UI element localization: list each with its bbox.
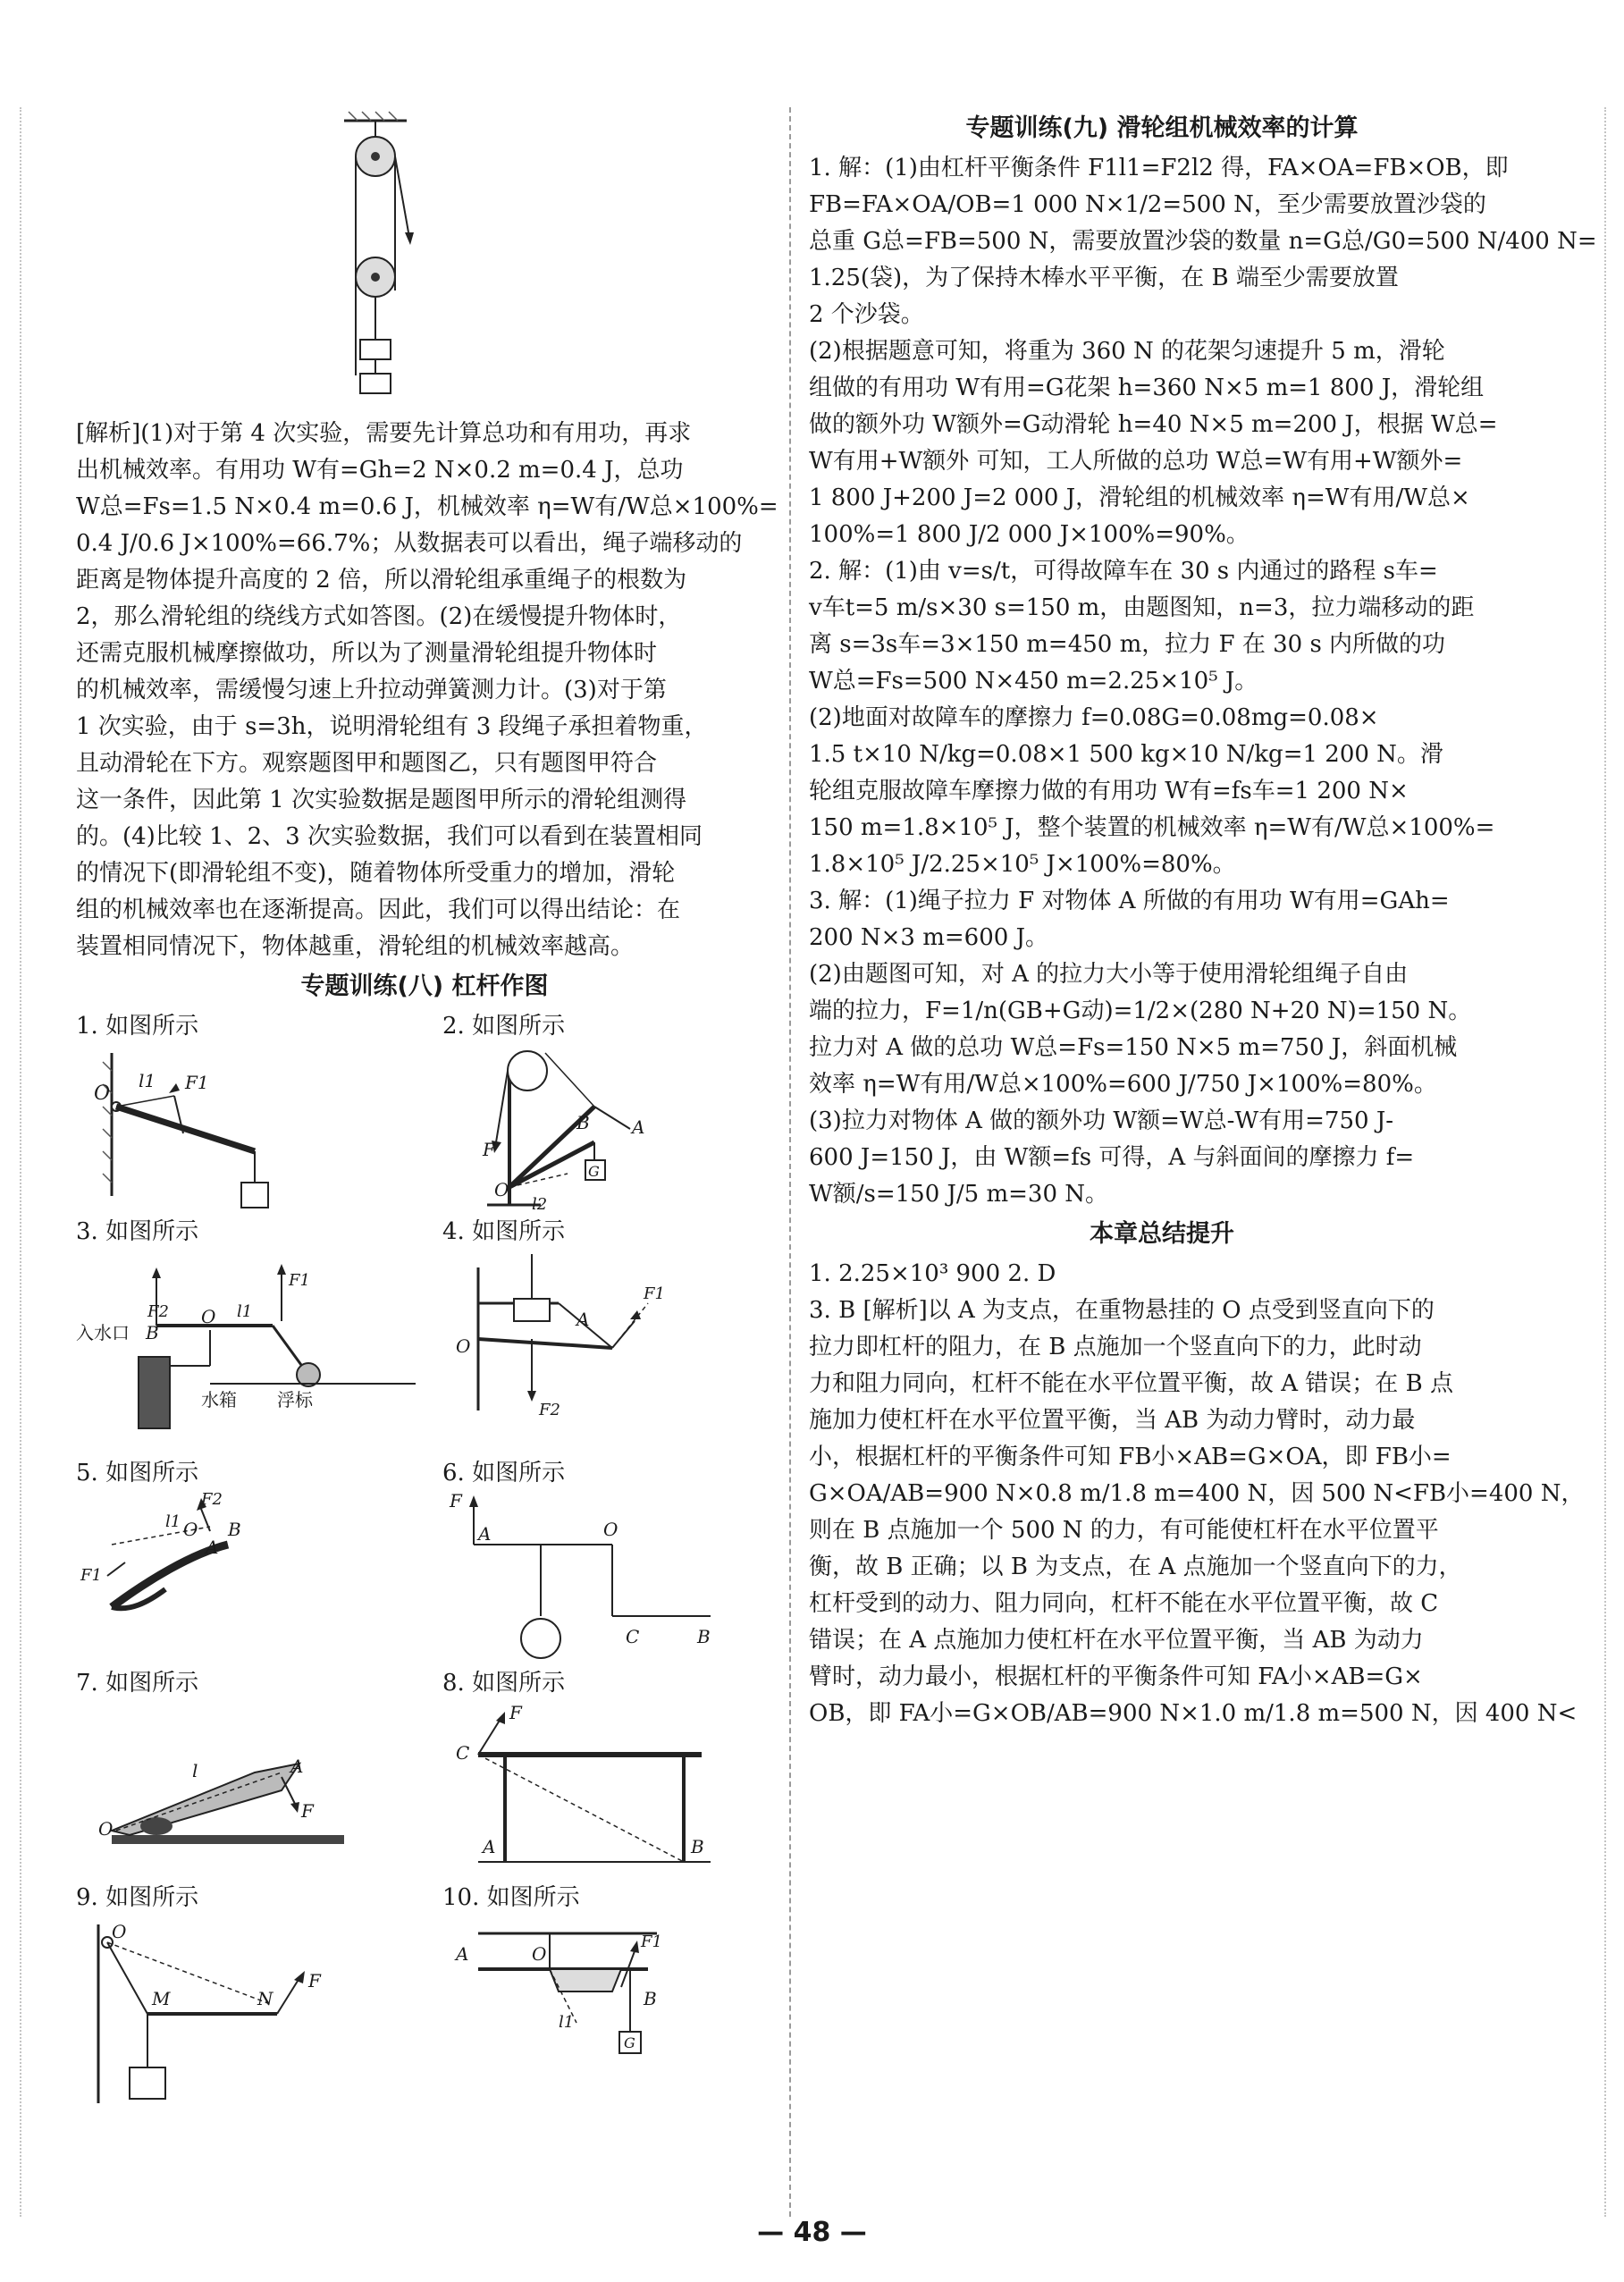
mark-label: O: [201, 1306, 216, 1327]
summary-line: 则在 B 点施加一个 500 N 的力，有可能使杠杆在水平位置平: [809, 1517, 1439, 1544]
solution-line: 端的拉力，F=1/n(GB+G动)=1/2×(280 N+20 N)=150 N。: [809, 998, 1472, 1024]
mark-label: M: [152, 1988, 171, 2009]
solution-line: FB=FA×OA/OB=1 000 N×1/2=500 N，至少需要放置沙袋的: [809, 191, 1486, 218]
section-title: 专题训练(九) 滑轮组机械效率的计算: [965, 114, 1359, 142]
mark-label: 入水口: [76, 1322, 130, 1343]
analysis-line: [解析](1)对于第 4 次实验，需要先计算总功和有用功，再求: [76, 420, 692, 447]
mark-label: A: [478, 1523, 492, 1545]
figure-10: [442, 1880, 791, 2103]
mark-label: B: [228, 1519, 241, 1540]
mark-label: F: [301, 1800, 314, 1822]
mark-label: A: [290, 1756, 304, 1777]
figure-label: 9. 如图所示: [76, 1884, 199, 1911]
summary-line: 施加力使杠杆在水平位置平衡，当 AB 为动力臂时，动力最: [809, 1407, 1416, 1434]
right-margin-dots: [1604, 107, 1606, 2217]
mark-label: F2: [201, 1490, 223, 1509]
figure-label: 2. 如图所示: [442, 1013, 566, 1040]
solution-line: 1.5 t×10 N/kg=0.08×1 500 kg×10 N/kg=1 200 N。滑: [809, 741, 1443, 768]
mark-label: F1: [641, 1933, 662, 1951]
analysis-line: 2，那么滑轮组的绕线方式如答图。(2)在缓慢提升物体时，: [76, 603, 682, 630]
figure-2: [442, 1008, 791, 1214]
mark-label: O: [603, 1519, 618, 1540]
figure-label: 1. 如图所示: [76, 1013, 199, 1040]
mark-label: G: [624, 2034, 635, 2051]
analysis-line: 的。(4)比较 1、2、3 次实验数据，我们可以看到在装置相同: [76, 823, 703, 850]
solution-line: (2)根据题意可知，将重为 360 N 的花架匀速提升 5 m，滑轮: [809, 338, 1445, 365]
figure-label: 3. 如图所示: [76, 1218, 199, 1245]
analysis-line: 出机械效率。有用功 W有=Gh=2 N×0.2 m=0.4 J，总功: [76, 457, 684, 484]
mark-label: O: [98, 1818, 114, 1840]
mark-label: 水箱: [201, 1389, 237, 1410]
mark-label: C: [626, 1626, 640, 1647]
mark-label: F2: [539, 1401, 560, 1419]
mark-label: A: [576, 1309, 590, 1330]
summary-line: OB，即 FA小=G×OB/AB=900 N×1.0 m/1.8 m=500 N，因 400 N<: [809, 1700, 1578, 1727]
mark-label: F: [483, 1139, 495, 1160]
mark-label: A: [206, 1537, 219, 1558]
mark-label: F: [308, 1970, 321, 1991]
summary-line: 衡，故 B 正确；以 B 为支点，在 A 点施加一个竖直向下的力，: [809, 1554, 1462, 1580]
solution-line: 轮组克服故障车摩擦力做的有用功 W有=fs车=1 200 N×: [809, 778, 1409, 804]
solution-line: (3)拉力对物体 A 做的额外功 W额=W总-W有用=750 J-: [809, 1107, 1394, 1134]
summary-line: 3. B [解析]以 A 为支点，在重物悬挂的 O 点受到竖直向下的: [809, 1297, 1435, 1324]
figure-5: [76, 1455, 425, 1661]
solution-line: 1.25(袋)，为了保持木棒水平平衡，在 B 端至少需要放置: [809, 265, 1399, 291]
mark-label: A: [632, 1116, 645, 1138]
figure-row: [76, 1455, 773, 1665]
mark-label: F: [450, 1490, 462, 1512]
mark-label: B: [146, 1322, 159, 1343]
mark-label: 浮标: [277, 1389, 313, 1410]
summary-line: 臂时，动力最小，根据杠杆的平衡条件可知 FA小×AB=G×: [809, 1663, 1423, 1690]
solution-line: 2. 解：(1)由 v=s/t，可得故障车在 30 s 内通过的路程 s车=: [809, 558, 1438, 585]
mark-label: B: [697, 1626, 711, 1647]
left-column: [76, 107, 778, 2103]
mark-label: F1: [80, 1566, 102, 1585]
summary-line: 力和阻力同向，杠杆不能在水平位置平衡，故 A 错误；在 B 点: [809, 1370, 1453, 1397]
mark-label: F1: [289, 1271, 310, 1290]
right-column: [809, 107, 1597, 1732]
mark-label: F1: [185, 1072, 209, 1093]
figure-row: [76, 1008, 773, 1214]
mark-label: N: [257, 1988, 273, 2009]
solution-line: 做的额外功 W额外=G动滑轮 h=40 N×5 m=200 J，根据 W总=: [809, 411, 1498, 438]
figure-label: 6. 如图所示: [442, 1460, 566, 1486]
figure-3: [76, 1214, 425, 1451]
solution-line: W额/s=150 J/5 m=30 N。: [809, 1181, 1109, 1208]
solution-line: 150 m=1.8×10⁵ J，整个装置的机械效率 η=W有/W总×100%=: [809, 814, 1495, 841]
solution-line: W总=Fs=500 N×450 m=2.25×10⁵ J。: [809, 668, 1258, 695]
solution-line: 离 s=3s车=3×150 m=450 m，拉力 F 在 30 s 内所做的功: [809, 631, 1446, 658]
summary-line: 杠杆受到的动力、阻力同向，杠杆不能在水平位置平衡，故 C: [809, 1590, 1439, 1617]
mark-label: F2: [147, 1302, 169, 1321]
mark-label: l: [192, 1760, 198, 1781]
solution-line: 200 N×3 m=600 J。: [809, 924, 1048, 951]
solution-line: (2)由题图可知，对 A 的拉力大小等于使用滑轮组绳子自由: [809, 961, 1409, 988]
analysis-line: 组的机械效率也在逐渐提高。因此，我们可以得出结论：在: [76, 897, 681, 923]
mark-label: O: [532, 1943, 547, 1965]
figure-4: [442, 1214, 791, 1451]
mark-label: l2: [532, 1195, 548, 1214]
figure-row: [76, 1214, 773, 1455]
solution-line: 3. 解：(1)绳子拉力 F 对物体 A 所做的有用功 W有用=GAh=: [809, 888, 1450, 914]
mark-label: B: [644, 1988, 657, 2009]
summary-line: 拉力即杠杆的阻力，在 B 点施加一个竖直向下的力，此时动: [809, 1334, 1422, 1360]
solution-line: 100%=1 800 J/2 000 J×100%=90%。: [809, 521, 1250, 548]
analysis-line: W总=Fs=1.5 N×0.4 m=0.6 J，机械效率 η=W有/W总×100%=: [76, 493, 778, 520]
left-margin-dots: [20, 107, 21, 2217]
mark-label: G: [588, 1163, 600, 1180]
figure-6: [442, 1455, 791, 1661]
mark-label: C: [456, 1742, 470, 1764]
mark-label: O: [112, 1921, 127, 1942]
solution-line: 拉力对 A 做的总功 W总=Fs=150 N×5 m=750 J，斜面机械: [809, 1034, 1458, 1061]
mark-label: l1: [559, 2013, 575, 2032]
mark-label: F: [509, 1702, 522, 1723]
solution-line: 总重 G总=FB=500 N，需要放置沙袋的数量 n=G总/G0=500 N/400 N=: [809, 228, 1597, 255]
mark-label: A: [483, 1836, 496, 1857]
solution-line: 效率 η=W有用/W总×100%=600 J/750 J×100%=80%。: [809, 1071, 1437, 1098]
solution-line: (2)地面对故障车的摩擦力 f=0.08G=0.08mg=0.08×: [809, 704, 1379, 731]
mark-label: l1: [237, 1302, 253, 1321]
analysis-line: 装置相同情况下，物体越重，滑轮组的机械效率越高。: [76, 933, 635, 960]
analysis-line: 0.4 J/0.6 J×100%=66.7%；从数据表可以看出，绳子端移动的: [76, 530, 743, 557]
mark-label: l1: [165, 1512, 181, 1531]
solution-line: 1 800 J+200 J=2 000 J，滑轮组的机械效率 η=W有用/W总×: [809, 484, 1470, 511]
figure-9: [76, 1880, 425, 2103]
figure-label: 5. 如图所示: [76, 1460, 199, 1486]
solution-line: 1.8×10⁵ J/2.25×10⁵ J×100%=80%。: [809, 851, 1236, 878]
analysis-line: 且动滑轮在下方。观察题图甲和题图乙，只有题图甲符合: [76, 750, 658, 777]
mark-label: A: [456, 1943, 469, 1965]
section-title: 本章总结提升: [1090, 1220, 1234, 1248]
mark-label: B: [576, 1112, 590, 1133]
solution-line: v车t=5 m/s×30 s=150 m，由题图知，n=3，拉力端移动的距: [809, 594, 1475, 621]
analysis-line: 的情况下(即滑轮组不变)，随着物体所受重力的增加，滑轮: [76, 860, 676, 887]
mark-label: F1: [644, 1284, 665, 1303]
figure-label: 10. 如图所示: [442, 1884, 580, 1911]
analysis-line: 1 次实验，由于 s=3h，说明滑轮组有 3 段绳子承担着物重，: [76, 713, 708, 740]
page-number: — 48 —: [757, 2217, 867, 2248]
summary-line: 1. 2.25×10³ 900 2. D: [809, 1260, 1056, 1287]
solution-line: 1. 解：(1)由杠杆平衡条件 F1l1=F2l2 得，FA×OA=FB×OB，即: [809, 155, 1509, 181]
solution-line: 组做的有用功 W有用=G花架 h=360 N×5 m=1 800 J，滑轮组: [809, 375, 1485, 401]
summary-line: G×OA/AB=900 N×0.8 m/1.8 m=400 N，因 500 N<FB小=400 N，: [809, 1480, 1585, 1507]
summary-line: 错误；在 A 点施加力使杠杆在水平位置平衡，当 AB 为动力: [809, 1627, 1424, 1654]
analysis-line: 距离是物体提升高度的 2 倍，所以滑轮组承重绳子的根数为: [76, 567, 687, 594]
section-title: 专题训练(八) 杠杆作图: [300, 973, 549, 1000]
figure-label: 7. 如图所示: [76, 1670, 199, 1697]
figure-8: [442, 1665, 791, 1880]
mark-label: O: [94, 1082, 111, 1105]
summary-line: 小，根据杠杆的平衡条件可知 FB小×AB=G×OA，即 FB小=: [809, 1444, 1452, 1470]
solution-line: W有用+W额外 可知，工人所做的总功 W总=W有用+W额外=: [809, 448, 1463, 475]
pulley-answer-figure: [76, 107, 773, 416]
figure-1: [76, 1008, 425, 1214]
mark-label: l1: [139, 1070, 156, 1091]
figure-7: [76, 1665, 425, 1880]
figure-label: 4. 如图所示: [442, 1218, 566, 1245]
figure-row: [76, 1665, 773, 1880]
solution-line: 600 J=150 J，由 W额=fs 可得，A 与斜面间的摩擦力 f=: [809, 1144, 1415, 1171]
figure-row: [76, 1880, 773, 2103]
solution-line: 2 个沙袋。: [809, 301, 924, 328]
mark-label: O: [183, 1519, 198, 1540]
analysis-line: 这一条件，因此第 1 次实验数据是题图甲所示的滑轮组测得: [76, 787, 687, 813]
mark-label: O: [456, 1335, 471, 1357]
mark-label: B: [691, 1836, 704, 1857]
mark-label: O: [494, 1179, 509, 1200]
analysis-line: 还需克服机械摩擦做功，所以为了测量滑轮组提升物体时: [76, 640, 658, 667]
figure-label: 8. 如图所示: [442, 1670, 566, 1697]
analysis-line: 的机械效率，需缓慢匀速上升拉动弹簧测力计。(3)对于第: [76, 677, 667, 703]
